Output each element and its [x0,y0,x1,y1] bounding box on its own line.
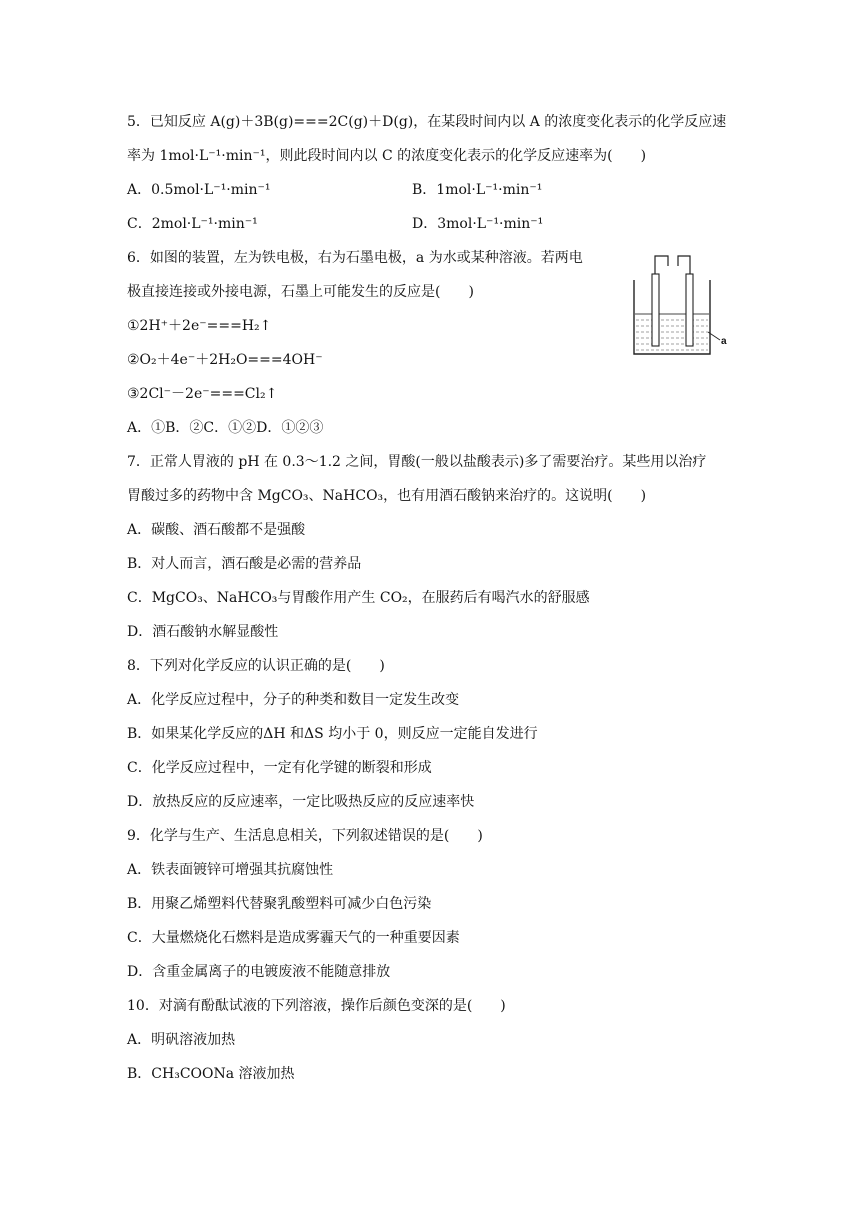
q9-option-c: C．大量燃烧化石燃料是造成雾霾天气的一种重要因素 [127,930,460,946]
q5-option-b: B．1mol·L⁻¹·min⁻¹ [412,182,543,198]
figure-label-a: a [721,336,727,347]
q6-reaction-3: ③2Cl⁻－2e⁻===Cl₂↑ [127,386,278,402]
q7-option-c: C．MgCO₃、NaHCO₃与胃酸作用产生 CO₂，在服药后有喝汽水的舒服感 [127,590,590,606]
q9-option-b: B．用聚乙烯塑料代替聚乳酸塑料可减少白色污染 [127,896,432,912]
q6-options: A．①B．②C．①②D．①②③ [127,420,324,436]
q8-stem: 8．下列对化学反应的认识正确的是( ) [127,658,385,674]
q7-option-a: A．碳酸、酒石酸都不是强酸 [127,522,306,538]
q7-stem-line2: 胃酸过多的药物中含 MgCO₃、NaHCO₃，也有用酒石酸钠来治疗的。这说明( ) [127,488,647,504]
q7-stem-line1: 7．正常人胃液的 pH 在 0.3～1.2 之间，胃酸(一般以盐酸表示)多了需要治疗。某些用以治疗 [127,454,707,470]
electrolysis-apparatus-figure [628,252,738,362]
q6-reaction-2: ②O₂＋4e⁻＋2H₂O===4OH⁻ [127,352,323,368]
q9-option-a: A．铁表面镀锌可增强其抗腐蚀性 [127,862,334,878]
q6-stem-line2: 极直接连接或外接电源，石墨上可能发生的反应是( ) [127,284,474,300]
q5-stem-line1: 5．已知反应 A(g)＋3B(g)===2C(g)＋D(g)，在某段时间内以 A 的浓度变化表示的化学反应速 [127,114,727,130]
q7-option-b: B．对人而言，酒石酸是必需的营养品 [127,556,362,572]
q10-stem: 10．对滴有酚酞试液的下列溶液，操作后颜色变深的是( ) [127,998,506,1014]
q8-option-a: A．化学反应过程中，分子的种类和数目一定发生改变 [127,692,460,708]
q5-option-c: C．2mol·L⁻¹·min⁻¹ [127,216,258,232]
q8-option-b: B．如果某化学反应的ΔH 和ΔS 均小于 0，则反应一定能自发进行 [127,726,538,742]
q6-reaction-1: ①2H⁺＋2e⁻===H₂↑ [127,318,272,334]
q5-option-a: A．0.5mol·L⁻¹·min⁻¹ [127,182,271,198]
q9-stem: 9．化学与生产、生活息息相关，下列叙述错误的是( ) [127,828,483,844]
q10-option-b: B．CH₃COONa 溶液加热 [127,1066,295,1082]
q5-option-d: D．3mol·L⁻¹·min⁻¹ [412,216,544,232]
q9-option-d: D．含重金属离子的电镀废液不能随意排放 [127,964,391,980]
q10-option-a: A．明矾溶液加热 [127,1032,236,1048]
q6-stem-line1: 6．如图的装置，左为铁电极，右为石墨电极，a 为水或某种溶液。若两电 [127,250,583,266]
q5-stem-line2: 率为 1mol·L⁻¹·min⁻¹，则此段时间内以 C 的浓度变化表示的化学反应速率为( ) [127,148,647,164]
q8-option-d: D．放热反应的反应速率，一定比吸热反应的反应速率快 [127,794,475,810]
q8-option-c: C．化学反应过程中，一定有化学键的断裂和形成 [127,760,432,776]
q7-option-d: D．酒石酸钠水解显酸性 [127,624,279,640]
